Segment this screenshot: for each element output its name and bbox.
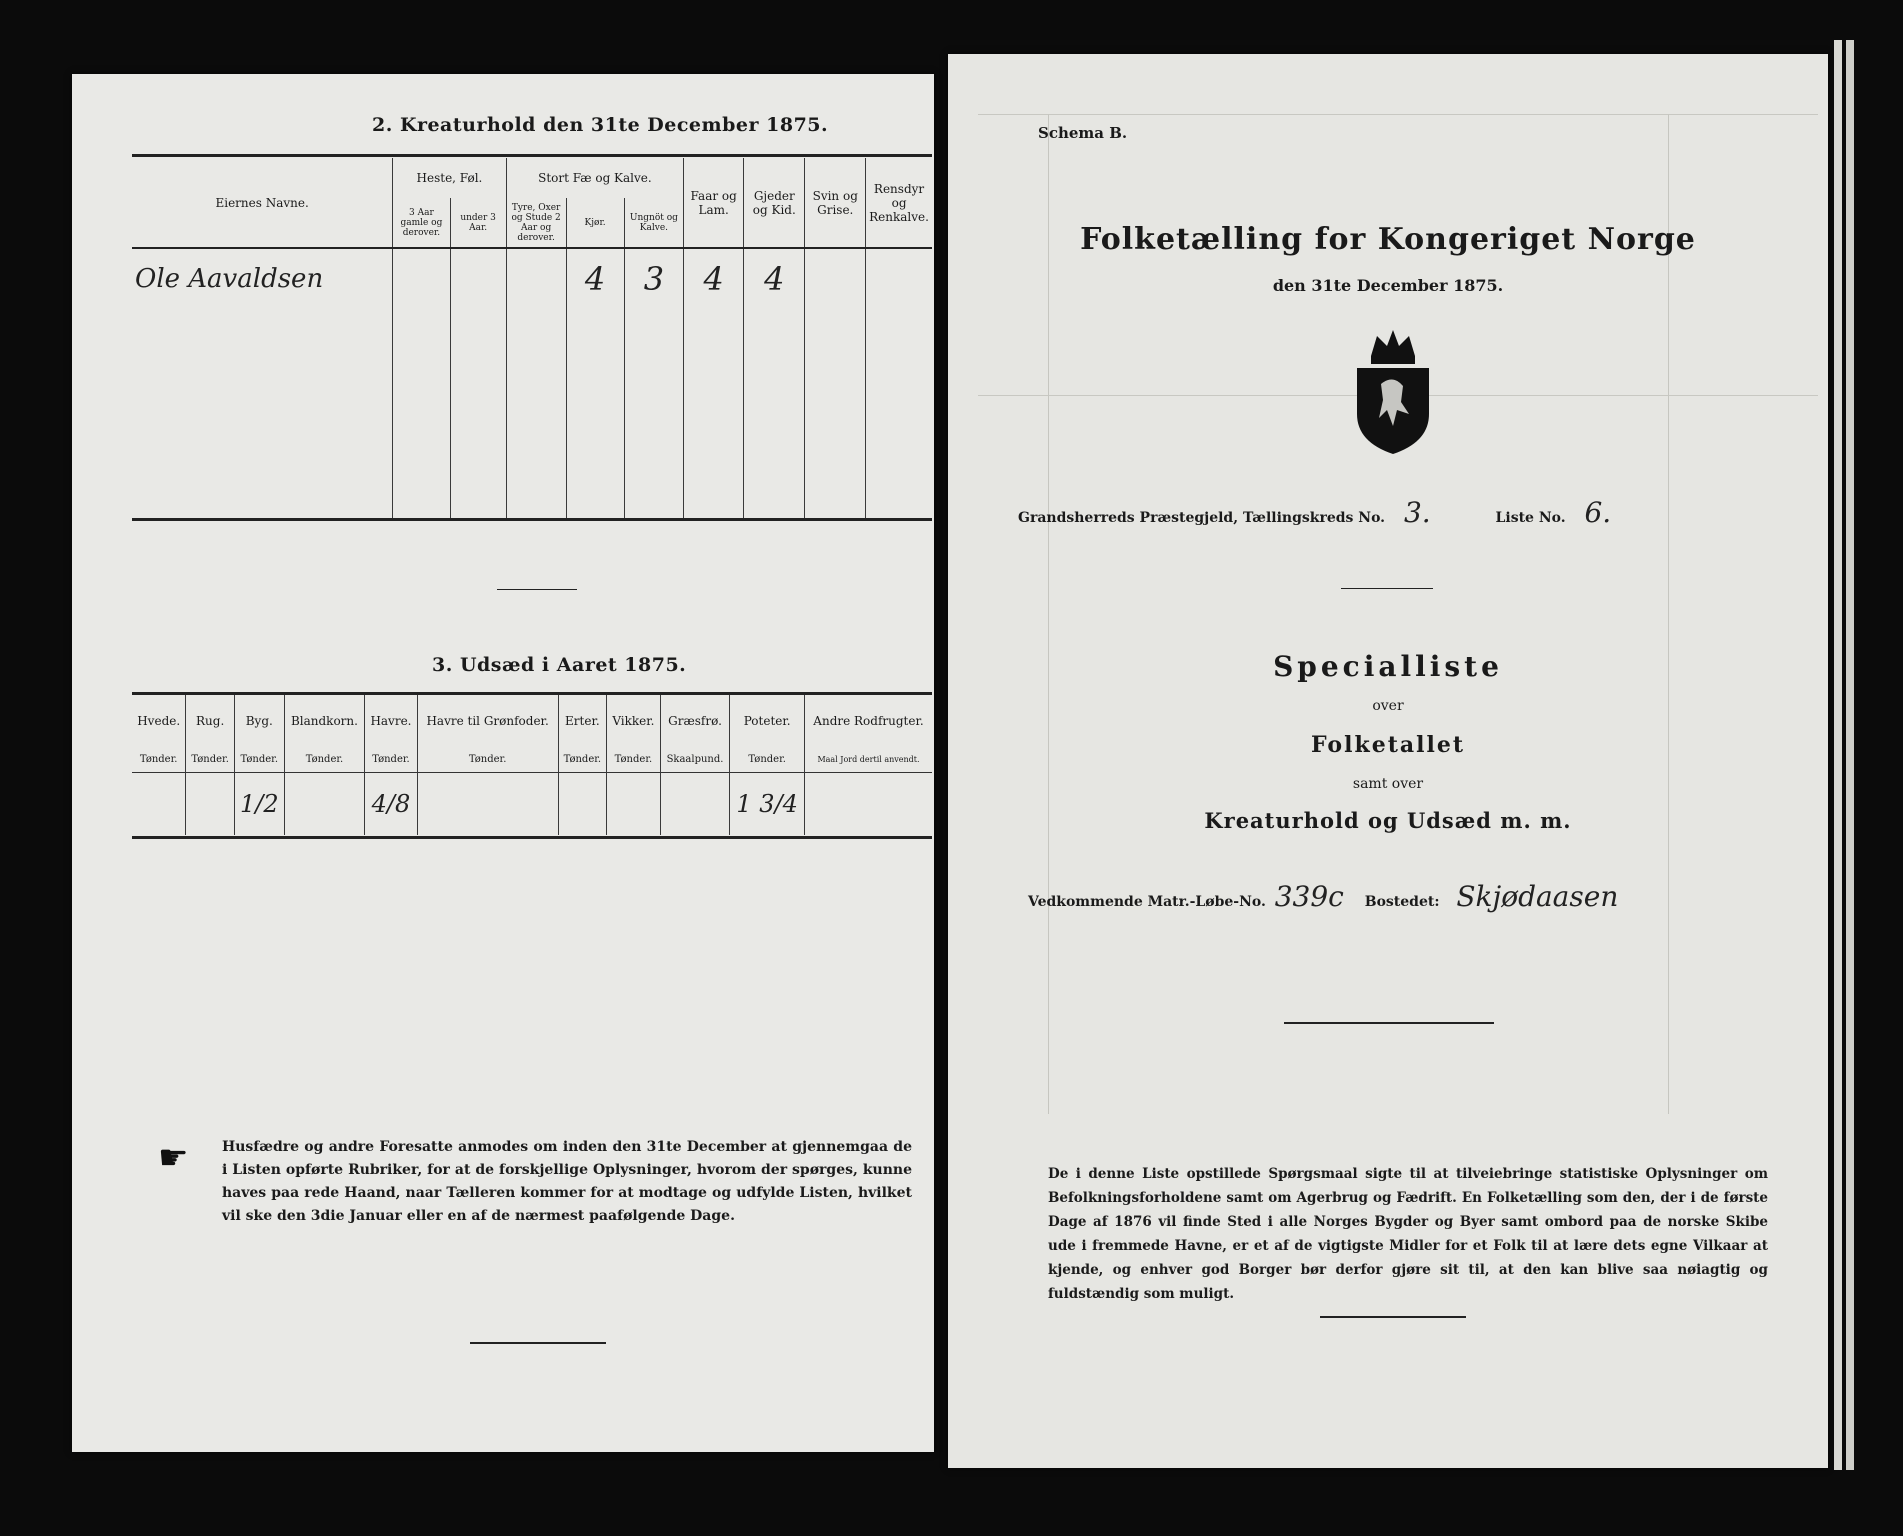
cell bbox=[744, 248, 805, 308]
cell bbox=[566, 248, 624, 308]
sowing-amount: 1 3/4 bbox=[736, 789, 798, 818]
sowing-col-header: Andre Rodfrugter. bbox=[805, 695, 932, 748]
matr-value: 339c bbox=[1274, 880, 1344, 913]
sowing-col-header: Rug. bbox=[186, 695, 235, 748]
cell bbox=[450, 248, 506, 308]
divider bbox=[1284, 1022, 1494, 1024]
col-cattle: Stort Fæ og Kalve. bbox=[506, 158, 684, 198]
sowing-value bbox=[284, 772, 365, 835]
district-line bbox=[1018, 496, 1611, 529]
bleed-line bbox=[1048, 114, 1049, 1114]
section2-heading: 2. Kreaturhold den 31te December 1875. bbox=[372, 114, 829, 136]
col-horses: Heste, Føl. bbox=[393, 158, 506, 198]
sowing-value bbox=[805, 772, 932, 835]
end-rule bbox=[470, 1342, 606, 1344]
sowing-value bbox=[365, 772, 417, 835]
col-goats: Gjeder og Kid. bbox=[744, 158, 805, 248]
young-cattle-value: 3 bbox=[643, 259, 665, 298]
district-label: Grandsherreds Præstegjeld, Tællingskreds No. bbox=[1018, 510, 1386, 526]
sowing-unit: Tønder. bbox=[234, 748, 284, 772]
census-date: den 31te December 1875. bbox=[1272, 276, 1504, 295]
sowing-value bbox=[730, 772, 805, 835]
sowing-value bbox=[234, 772, 284, 835]
sowing-col-header: Vikker. bbox=[607, 695, 661, 748]
sowing-value bbox=[607, 772, 661, 835]
sowing-col-header: Byg. bbox=[234, 695, 284, 748]
livestock-table bbox=[132, 158, 932, 518]
folketallet-text: Folketallet bbox=[1311, 732, 1465, 758]
divider bbox=[497, 589, 577, 590]
sheep-value: 4 bbox=[703, 259, 724, 298]
cell bbox=[393, 248, 450, 308]
sowing-col-header: Havre. bbox=[365, 695, 417, 748]
sowing-unit: Maal Jord dertil anvendt. bbox=[805, 748, 932, 772]
kreaturhold-text: Kreaturhold og Udsæd m. m. bbox=[1204, 808, 1572, 833]
list-number: 6. bbox=[1584, 496, 1612, 529]
bleed-line bbox=[1668, 114, 1669, 1114]
sowing-col-header: Hvede. bbox=[132, 695, 186, 748]
col-cattle-c: Ungnöt og Kalve. bbox=[624, 198, 684, 248]
cell bbox=[506, 248, 566, 308]
col-cattle-a: Tyre, Oxer og Stude 2 Aar og derover. bbox=[506, 198, 566, 248]
property-line bbox=[1028, 880, 1618, 913]
cell bbox=[624, 248, 684, 308]
list-label: Liste No. bbox=[1495, 510, 1566, 526]
sowing-unit: Tønder. bbox=[558, 748, 607, 772]
col-owners: Eiernes Navne. bbox=[132, 158, 393, 248]
cell bbox=[805, 248, 866, 308]
main-title: Folketælling for Kongeriget Norge bbox=[1080, 222, 1696, 257]
sowing-col-header: Poteter. bbox=[730, 695, 805, 748]
col-reindeer: Rensdyr og Renkalve. bbox=[866, 158, 932, 248]
col-cattle-b: Kjør. bbox=[566, 198, 624, 248]
owner-cell bbox=[132, 248, 393, 308]
col-horses-b: under 3 Aar. bbox=[450, 198, 506, 248]
col-pigs: Svin og Grise. bbox=[805, 158, 866, 248]
sowing-col-header: Græsfrø. bbox=[660, 695, 730, 748]
sowing-unit: Tønder. bbox=[607, 748, 661, 772]
sowing-col-header: Blandkorn. bbox=[284, 695, 365, 748]
sowing-unit: Tønder. bbox=[365, 748, 417, 772]
schema-label: Schema B. bbox=[1038, 124, 1128, 142]
sowing-unit: Tønder. bbox=[417, 748, 558, 772]
sowing-col-header: Erter. bbox=[558, 695, 607, 748]
owner-name: Ole Aavaldsen bbox=[135, 263, 324, 294]
samt-over-text: samt over bbox=[1352, 776, 1424, 792]
info-paragraph: De i denne Liste opstillede Spørgsmaal sigte til at tilveiebringe statistiske Oplysninger om Befolkningsforholdene samt om Agerbrug og Fædrift. En Folketælling som den, der i de første Dage af 1876 vil finde Sted i alle Norges Bygder og Byer samt ombord paa de norske Skibe ude i fremmede Havne, er et af de vigtigste Midler for et Folk til at lære dets egne Vilkaar at kjende, og enhver god Borger bør derfor gjøre sit til, at den kan blive saa nøiagtig og fuldstændig som muligt. bbox=[1048, 1166, 1768, 1302]
matr-label: Vedkommende Matr.-Løbe-No. bbox=[1028, 894, 1266, 910]
right-page bbox=[948, 54, 1828, 1468]
end-rule bbox=[1320, 1316, 1466, 1318]
sowing-value bbox=[417, 772, 558, 835]
coat-of-arms-icon bbox=[1343, 322, 1443, 458]
cows-value: 4 bbox=[584, 259, 606, 298]
sowing-unit: Tønder. bbox=[132, 748, 186, 772]
specialliste-title: Specialliste bbox=[1273, 650, 1503, 683]
sowing-amount: 4/8 bbox=[371, 789, 411, 818]
sowing-table bbox=[132, 695, 932, 835]
sowing-amount: 1/2 bbox=[239, 789, 279, 818]
pointing-hand-icon: ☛ bbox=[158, 1138, 189, 1178]
page-edge bbox=[1834, 40, 1842, 1470]
cell bbox=[866, 248, 932, 308]
sowing-unit: Tønder. bbox=[284, 748, 365, 772]
col-horses-a: 3 Aar gamle og derover. bbox=[393, 198, 450, 248]
col-sheep: Faar og Lam. bbox=[684, 158, 744, 248]
cell bbox=[684, 248, 744, 308]
sowing-col-header: Havre til Grønfoder. bbox=[417, 695, 558, 748]
bosted-value: Skjødaasen bbox=[1456, 880, 1619, 913]
sowing-value bbox=[660, 772, 730, 835]
bosted-label: Bostedet: bbox=[1364, 894, 1440, 910]
notice-text: Husfædre og andre Foresatte anmodes om inden den 31te December at gjennemgaa de i Listen opførte Rubriker, for at de forskjellige Oplysninger, hvorom der spørges, kunne haves paa rede Haand, naar Tælleren kommer for at modtage og udfylde Listen, hvilket vil ske den 3die Januar eller en af de nærmest paafølgende Dage. bbox=[222, 1139, 912, 1224]
sowing-unit: Skaalpund. bbox=[660, 748, 730, 772]
table-rule bbox=[132, 836, 932, 839]
section3-heading: 3. Udsæd i Aaret 1875. bbox=[432, 654, 687, 676]
goats-value: 4 bbox=[764, 259, 785, 298]
sowing-value bbox=[132, 772, 186, 835]
district-number: 3. bbox=[1403, 496, 1431, 529]
sowing-value bbox=[558, 772, 607, 835]
sowing-unit: Tønder. bbox=[730, 748, 805, 772]
sowing-unit: Tønder. bbox=[186, 748, 235, 772]
over-text: over bbox=[1372, 698, 1404, 714]
table-rule bbox=[132, 154, 932, 157]
left-page bbox=[72, 74, 934, 1452]
table-rule bbox=[132, 518, 932, 521]
sowing-value bbox=[186, 772, 235, 835]
page-edge bbox=[1846, 40, 1854, 1470]
divider bbox=[1341, 588, 1433, 589]
